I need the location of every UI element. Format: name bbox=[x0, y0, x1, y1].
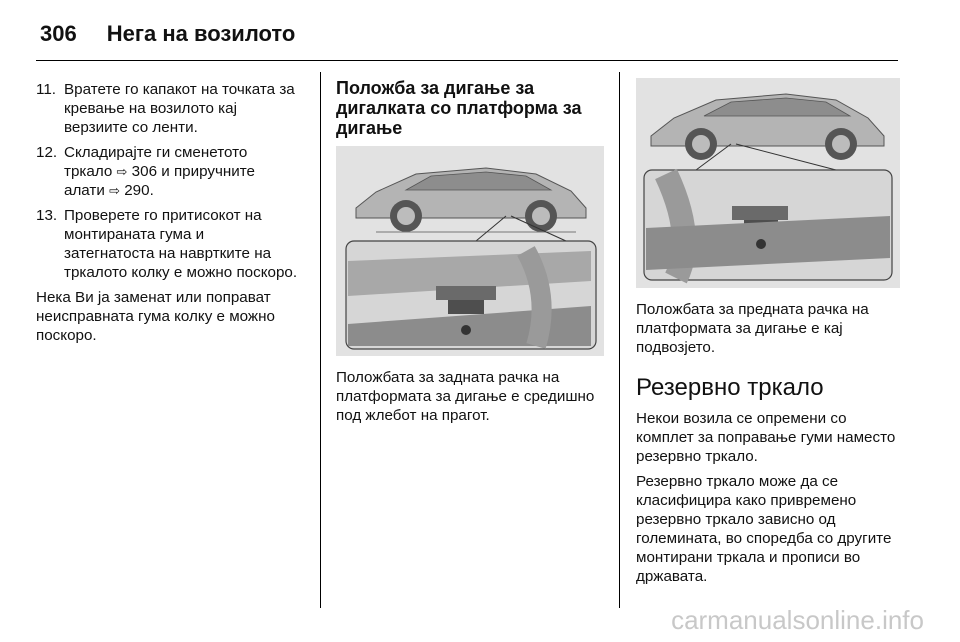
page-reference-link[interactable]: 306 bbox=[131, 163, 158, 180]
reference-arrow-icon: ⇨ bbox=[109, 183, 120, 198]
column-divider-2 bbox=[619, 72, 620, 608]
step-text: Вратете го капакот на точката за кревање на возилото кај верзиите со ленти. bbox=[64, 81, 295, 136]
page-reference-link[interactable]: 290 bbox=[124, 182, 150, 199]
column-2 bbox=[336, 78, 604, 431]
list-item bbox=[36, 206, 298, 282]
reference-arrow-icon: ⇨ bbox=[116, 164, 128, 179]
figure-caption: Положбата за задната рачка на платформата за дигање е средишно под жлебот на прагот. bbox=[336, 369, 595, 424]
step-number: 12. bbox=[36, 144, 58, 161]
page-title: Нега на возилото bbox=[106, 21, 296, 46]
list-item bbox=[36, 80, 298, 137]
subsection-heading: Положба за дигање за дигалката со платформа за дигање bbox=[336, 78, 582, 138]
section-heading: Резервно тркало bbox=[636, 374, 824, 401]
car-lift-diagram bbox=[336, 146, 604, 356]
step-text-part: и приручните алати bbox=[64, 163, 255, 199]
watermark: carmanualsonline.info bbox=[671, 605, 924, 635]
page-number: 306 bbox=[40, 21, 77, 46]
steps-list bbox=[36, 80, 298, 282]
step-text-part: . bbox=[149, 182, 154, 199]
step-text: Проверете го притисокот на монтираната гума и затегнатоста на навртките на тркалото колку е можно поскоро. bbox=[64, 207, 298, 281]
column-1 bbox=[36, 80, 298, 351]
body-paragraph: Резервно тркало може да се класифицира како привремено резервно тркало зависно од големината, во споредба со другите монтирани тркала и прописи во државата. bbox=[636, 473, 892, 585]
body-paragraph: Некои возила се опремени со комплет за поправање гуми наместо резервно тркало. bbox=[636, 410, 896, 465]
step-number: 13. bbox=[36, 207, 58, 224]
car-lift-diagram bbox=[636, 78, 900, 288]
column-3 bbox=[636, 78, 904, 592]
page-header bbox=[40, 14, 295, 54]
column-divider-1 bbox=[320, 72, 321, 608]
figure-caption: Положбата за предната рачка на платформата за дигање е кај подвозјето. bbox=[636, 301, 869, 356]
step-text-part: Складирајте ги сменетото тркало bbox=[64, 144, 248, 180]
front-lift-point-illustration bbox=[636, 78, 900, 288]
body-paragraph: Нека Ви ја заменат или поправат неисправната гума колку е можно поскоро. bbox=[36, 289, 275, 344]
step-text bbox=[64, 143, 298, 200]
step-number: 11. bbox=[36, 81, 56, 98]
rear-lift-point-illustration bbox=[336, 146, 604, 356]
list-item bbox=[36, 143, 298, 200]
header-divider bbox=[36, 60, 898, 61]
